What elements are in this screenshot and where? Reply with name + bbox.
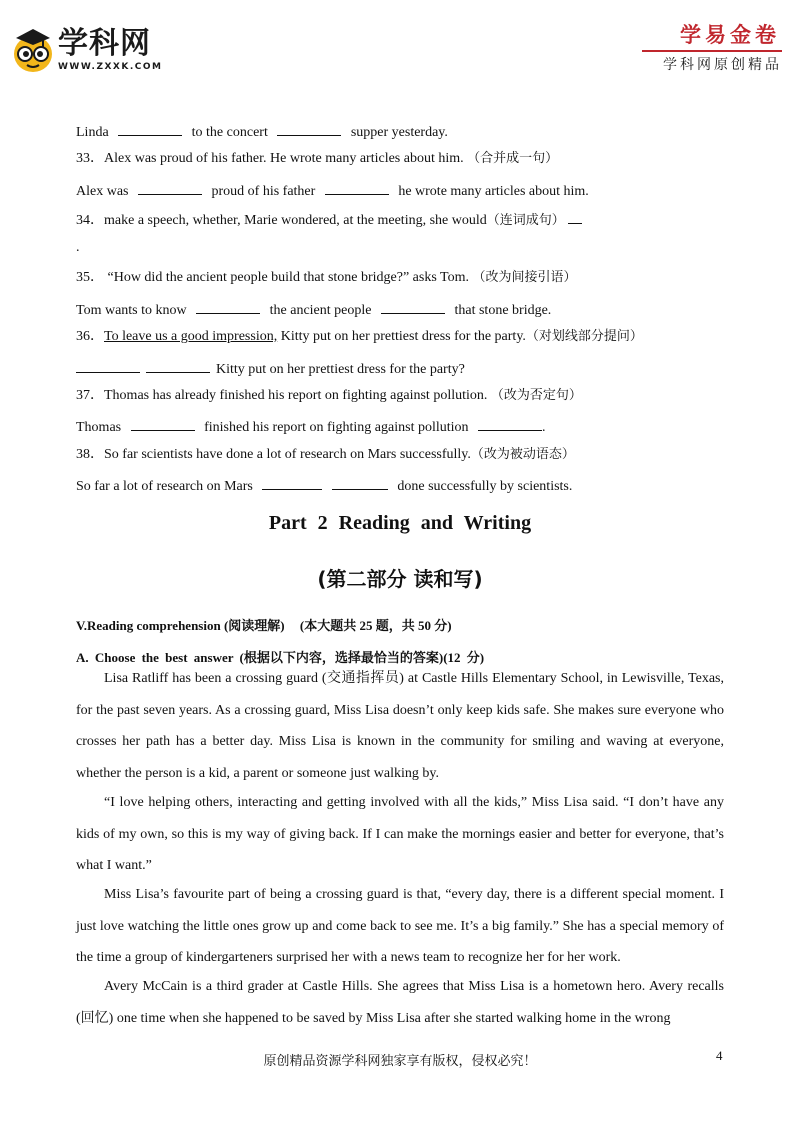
question-number: 38． [76,447,104,462]
question-text: So far scientists have done a lot of research on Mars successfully. [104,447,471,462]
answer-blank[interactable] [138,180,202,195]
question-text: Thomas has already finished his report on fighting against pollution. [104,388,488,403]
question-number: 37． [76,388,104,403]
answer-blank[interactable] [196,299,260,314]
text-segment: proud of his father [211,184,316,199]
text-segment: finished his report on fighting against pollution [204,420,469,435]
logo-text: 学科网 [58,26,151,61]
answer-blank[interactable] [277,121,341,136]
underlined-text: To leave us a good impression, [104,329,278,344]
text-segment: to the concert [191,125,268,140]
brand-bottom-text: 学科网原创精品 [663,57,782,73]
answer-blank[interactable] [332,475,388,490]
question-hint: （连词成句） [486,213,565,228]
question-text: Alex was proud of his father. He wrote many articles about him. [104,151,464,166]
answer-blank[interactable] [76,358,140,373]
passage-paragraph-2: “I love helping others, interacting and getting involved with all the kids,” Miss Lisa said. “I don’t have any kids of my own, so this is my way of giving back. If I can make the mornings easier and better for everyone, that’s what I want.” [76,795,724,874]
sub-section-heading: A. Choose the best answer (根据以下内容，选择最恰当的答案)(12 分) [76,650,485,665]
answer-blank[interactable] [131,416,195,431]
text-segment: that stone bridge. [454,303,552,318]
question-hint: （改为被动语态） [470,447,575,462]
text-segment: Tom wants to know [76,303,187,318]
question-hint: （合并成一句） [467,151,559,166]
text-segment: supper yesterday. [350,125,448,140]
answer-blank[interactable] [381,299,445,314]
q32-answer-line [76,121,448,142]
logo-url: WWW.ZXXK.COM [58,62,163,72]
answer-blank[interactable] [325,180,389,195]
question-text: “How did the ancient people build that stone bridge?” asks Tom. [107,270,470,285]
question-text: make a speech, whether, Marie wondered, at the meeting, she would [104,213,487,228]
question-hint: （对划线部分提问） [525,329,643,344]
question-33 [76,150,558,168]
owl-logo-icon [12,26,54,74]
text-segment: Alex was [76,184,129,199]
brand-mark [642,22,782,74]
part-title: Part 2 Reading and Writing [268,512,532,534]
question-number: 35． [76,270,104,285]
q38-answer-line [76,475,572,496]
q34-answer-line [76,239,80,257]
question-38 [76,446,575,464]
q33-answer-line [76,180,589,201]
text-segment: Linda [76,125,109,140]
page-number: 4 [716,1048,723,1063]
question-37 [76,387,582,405]
part-subtitle: (第二部分 读和写) [317,567,483,591]
passage-paragraph-3: Miss Lisa’s favourite part of being a crossing guard is that, “every day, there is a different special moment. I just love watching the little ones grow up and come back to see me. It’s a big family.” She has a special memory of the time a group of kindergarteners surprised her with a news team to recognize her for her work. [76,887,724,966]
question-number: 33． [76,151,104,166]
section-heading-text: V.Reading comprehension (阅读理解) [76,618,285,633]
copyright-footer: 原创精品资源学科网独家享有版权，侵权必究！ [263,1054,537,1069]
passage-paragraph-4: Avery McCain is a third grader at Castle Hills. She agrees that Miss Lisa is a hometown hero. Avery recalls (回忆) one time when she happened to be saved by Miss Lisa after she started walking home in the wrong [76,979,724,1026]
zxxk-logo [12,26,192,76]
text-segment: Kitty put on her prettiest dress for the party? [216,362,465,377]
question-hint: （改为间接引语） [472,270,577,285]
passage-paragraph-1: Lisa Ratliff has been a crossing guard (交通指挥员) at Castle Hills Elementary School, in Lewisville, Texas, for the past seven years. As a crossing guard, Miss Lisa doesn’t only keep kids safe. She makes sure everyone who crosses her path has a better day. Miss Lisa is known in the community for smiling and waving at everyone, whether the person is a kid, a parent or someone just walking by. [76,671,724,781]
section-heading [76,617,452,635]
text-segment: Thomas [76,420,122,435]
brand-divider [642,50,782,52]
question-36 [76,328,643,346]
text-segment: done successfully by scientists. [397,479,573,494]
text-segment: the ancient people [269,303,372,318]
page-header [0,0,800,90]
question-35 [76,269,577,287]
q36-answer-line [76,358,465,379]
question-number: 34． [76,213,104,228]
question-number: 36． [76,329,104,344]
section-heading-score: (本大题共 25 题，共 50 分) [299,618,452,633]
question-text: Kitty put on her prettiest dress for the party. [280,329,526,344]
text-segment: So far a lot of research on Mars [76,479,253,494]
answer-blank[interactable] [568,209,582,224]
answer-blank[interactable] [146,358,210,373]
q35-answer-line [76,299,551,320]
brand-top-text: 学易金卷 [680,22,780,47]
text-segment: . [542,420,546,435]
answer-blank[interactable] [478,416,542,431]
question-hint: （改为否定句） [490,388,582,403]
text-segment: he wrote many articles about him. [398,184,589,199]
text-segment: . [76,240,80,255]
question-34 [76,209,582,230]
answer-blank[interactable] [118,121,182,136]
answer-blank[interactable] [262,475,322,490]
q37-answer-line [76,416,546,437]
